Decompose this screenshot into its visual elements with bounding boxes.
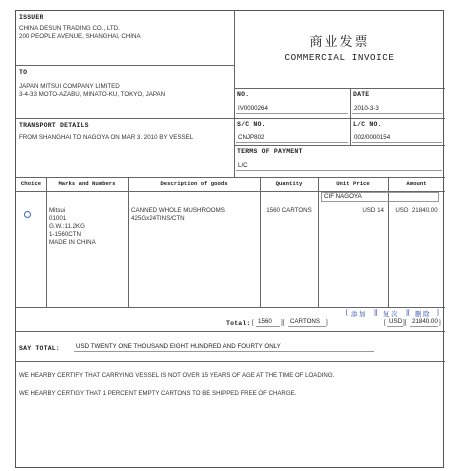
row-select-radio[interactable] [24, 211, 31, 218]
col-amount: Amount [406, 180, 427, 187]
invoice-no-field[interactable]: IV0000264 [236, 104, 348, 114]
terms-field[interactable]: L/C [236, 161, 442, 171]
total-unit-field[interactable]: CARTONS [288, 317, 326, 327]
commercial-invoice-form: ISSUER CHINA DESUN TRADING CO., LTD. 200 PEOPLE AVENUE, SHANGHAI, CHINA 商业发票 COMMERCIAL INVOICE TO JAPAN MITSUI COMPANY LIMITED 3-4-33 MOTO-AZABU, MINATO-KU, TOKYO, JAPAN NO. DATE IV0000264 2010-3-3 TRANSPORT DETAILS FROM SHANGHAI TO NAGOYA ON MAR 3. 2010 BY VESSEL S/C NO. L/C NO. CNJP802 002/0000154 TERMS OF PAYMENT L/C Choice Marks and Numbers Description of goods Quantity Unit Price Amount CIF NAGOYA Mitsui 01001 G.W.:11.2KG 1-1560CTN MADE IN CHINA CANNED WHOLE MUSHROOMS 425Gx24TINS/CTN 1560 CARTONS USD 14 USD 21840.00 [ 添 加 ][ 复 次 ][ 删 除 ] Total: [ 1560 ][ CARTONS ] [ USD ][ 21840.00 ] SAY TOTAL: USD TWENTY ONE THOUSAND EIGHT HUNDRED AND FOURTY ONLY WE HEARBY CERTIFY THAT CARRYING VESSEL IS NOT OVER 15 YEARS OF AGE AT THE TIME OF LOADING. WE HEARBY CERTIGY THAT 1 PERCENT EMPTY CARTONS TO BE SHIPPED FREE OF CHARGE. [15, 10, 444, 468]
row-unit-price: USD 14 [362, 207, 384, 214]
title-en: COMMERCIAL INVOICE [284, 52, 395, 63]
date-label: DATE [353, 91, 370, 98]
price-term-field[interactable]: CIF NAGOYA [321, 192, 439, 202]
to-address: 3-4-33 MOTO-AZABU, MINATO-KU, TOKYO, JAPAN [19, 91, 166, 98]
sc-label: S/C NO. [237, 121, 266, 128]
no-label: NO. [237, 91, 250, 98]
lc-label: L/C NO. [353, 121, 382, 128]
date-field[interactable]: 2010-3-3 [352, 104, 442, 114]
col-description: Description of goods [160, 180, 228, 187]
total-quantity-field[interactable]: 1560 [256, 317, 280, 327]
certification-line-1: WE HEARBY CERTIFY THAT CARRYING VESSEL IS NOT OVER 15 YEARS OF AGE AT THE TIME OF LOADING. [19, 372, 335, 379]
to-label: TO [19, 69, 28, 76]
row-amount: USD 21840.00 [395, 207, 438, 214]
add-row-button[interactable]: 添 加 [351, 311, 366, 318]
col-quantity: Quantity [275, 180, 303, 187]
say-total-label: SAY TOTAL: [19, 345, 61, 352]
issuer-label: ISSUER [19, 14, 44, 21]
issuer-address: 200 PEOPLE AVENUE, SHANGHAI, CHINA [19, 33, 141, 40]
title-cn: 商业发票 [309, 35, 370, 50]
transport-value: FROM SHANGHAI TO NAGOYA ON MAR 3. 2010 BY VESSEL [19, 134, 194, 141]
total-amount-field[interactable]: 21840.00 [412, 318, 438, 325]
terms-label: TERMS OF PAYMENT [237, 148, 303, 155]
copy-row-button[interactable]: 复 次 [383, 311, 398, 318]
certification-line-2: WE HEARBY CERTIGY THAT 1 PERCENT EMPTY CARTONS TO BE SHIPPED FREE OF CHARGE. [19, 390, 297, 397]
say-total-field[interactable]: USD TWENTY ONE THOUSAND EIGHT HUNDRED AND FOURTY ONLY [74, 342, 374, 352]
row-quantity: 1560 CARTONS [266, 207, 312, 214]
issuer-name: CHINA DESUN TRADING CO., LTD. [19, 25, 120, 32]
sc-no-field[interactable]: CNJP802 [236, 133, 348, 143]
total-currency-field[interactable]: USD [389, 318, 403, 325]
lc-no-field[interactable]: 002/0000154 [352, 133, 442, 143]
delete-row-button[interactable]: 删 除 [415, 311, 430, 318]
to-name: JAPAN MITSUI COMPANY LIMITED [19, 83, 120, 90]
goods-table-header [16, 177, 445, 191]
total-label: Total: [226, 320, 251, 327]
col-unit-price: Unit Price [336, 180, 370, 187]
col-choice: Choice [20, 180, 42, 187]
col-marks: Marks and Numbers [58, 180, 116, 187]
transport-label: TRANSPORT DETAILS [19, 122, 89, 129]
row-marks: Mitsui 01001 G.W.:11.2KG 1-1560CTN MADE IN CHINA [49, 207, 96, 246]
row-description: CANNED WHOLE MUSHROOMS 425Gx24TINS/CTN [131, 207, 225, 222]
